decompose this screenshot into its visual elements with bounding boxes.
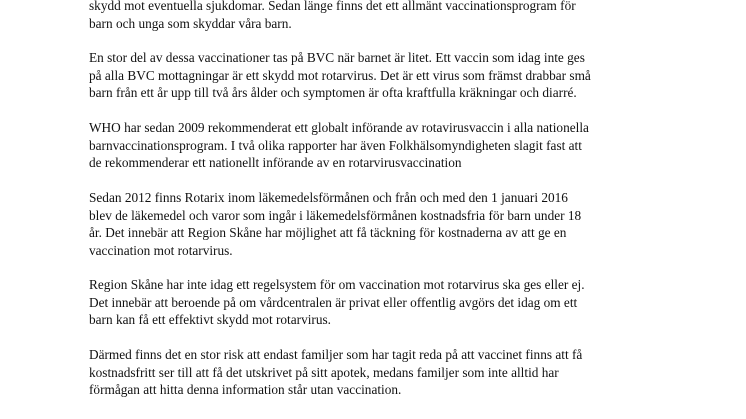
text-line: barn och unga som skyddar våra barn. [89, 15, 292, 31]
paragraph-intro [89, 0, 576, 32]
paragraph-bvc [89, 49, 591, 102]
text-line: barn från ett år upp till två års ålder och symptomen är ofta kraftfulla kräkningar och diarré. [89, 85, 577, 100]
text-line: förmågan att hitta denna information står utan vaccination. [89, 382, 402, 397]
text-line: blev de läkemedel och varor som ingår i läkemedelsförmånen kostnadsfria för barn under 18 [89, 207, 582, 223]
text-line: barn kan få ett effektivt skydd mot rotarvirus. [89, 312, 331, 327]
text-line: vaccination mot rotarvirus. [89, 242, 233, 258]
text-line: skydd mot eventuella sjukdomar. Sedan länge finns det ett allmänt vaccinationsprogram för [89, 0, 576, 13]
paragraph-who [89, 119, 589, 172]
paragraph-conclusion [89, 346, 582, 399]
text-line: En stor del av dessa vaccinationer tas på BVC när barnet är litet. Ett vaccin som idag inte ges [89, 50, 585, 65]
text-line: barnvaccinationsprogram. I två olika rapporter har även Folkhälsomyndigheten slagit fast att [89, 137, 582, 153]
paragraph-region-skane [89, 276, 585, 329]
text-line: de rekommenderar ett nationellt införande av en rotarvirusvaccination [89, 155, 462, 170]
text-line: Därmed finns det en stor risk att endast familjer som har tagit reda på att vaccinet finns att få [89, 347, 583, 362]
text-line: Det innebär att beroende på om vårdcentralen är privat eller offentlig avgörs det idag om ett [89, 294, 578, 310]
text-line: Region Skåne har inte idag ett regelsystem för om vaccination mot rotarvirus ska ges eller ej. [89, 277, 585, 292]
text-line: WHO har sedan 2009 rekommenderat ett globalt införande av rotavirusvaccin i alla nationella [89, 120, 589, 135]
paragraph-rotarix [89, 189, 581, 259]
text-line: Sedan 2012 finns Rotarix inom läkemedelsförmånen och från och med den 1 januari 2016 [89, 190, 568, 205]
text-line: på alla BVC mottagningar är ett skydd mot rotarvirus. Det är ett virus som främst drabbar små [89, 67, 591, 83]
text-line: kostnadsfritt ser till att få det utskrivet på sitt apotek, medans familjer som inte alltid har [89, 364, 559, 380]
text-line: år. Det innebär att Region Skåne har möjlighet att få täckning för kostnaderna av att ge en [89, 225, 567, 240]
